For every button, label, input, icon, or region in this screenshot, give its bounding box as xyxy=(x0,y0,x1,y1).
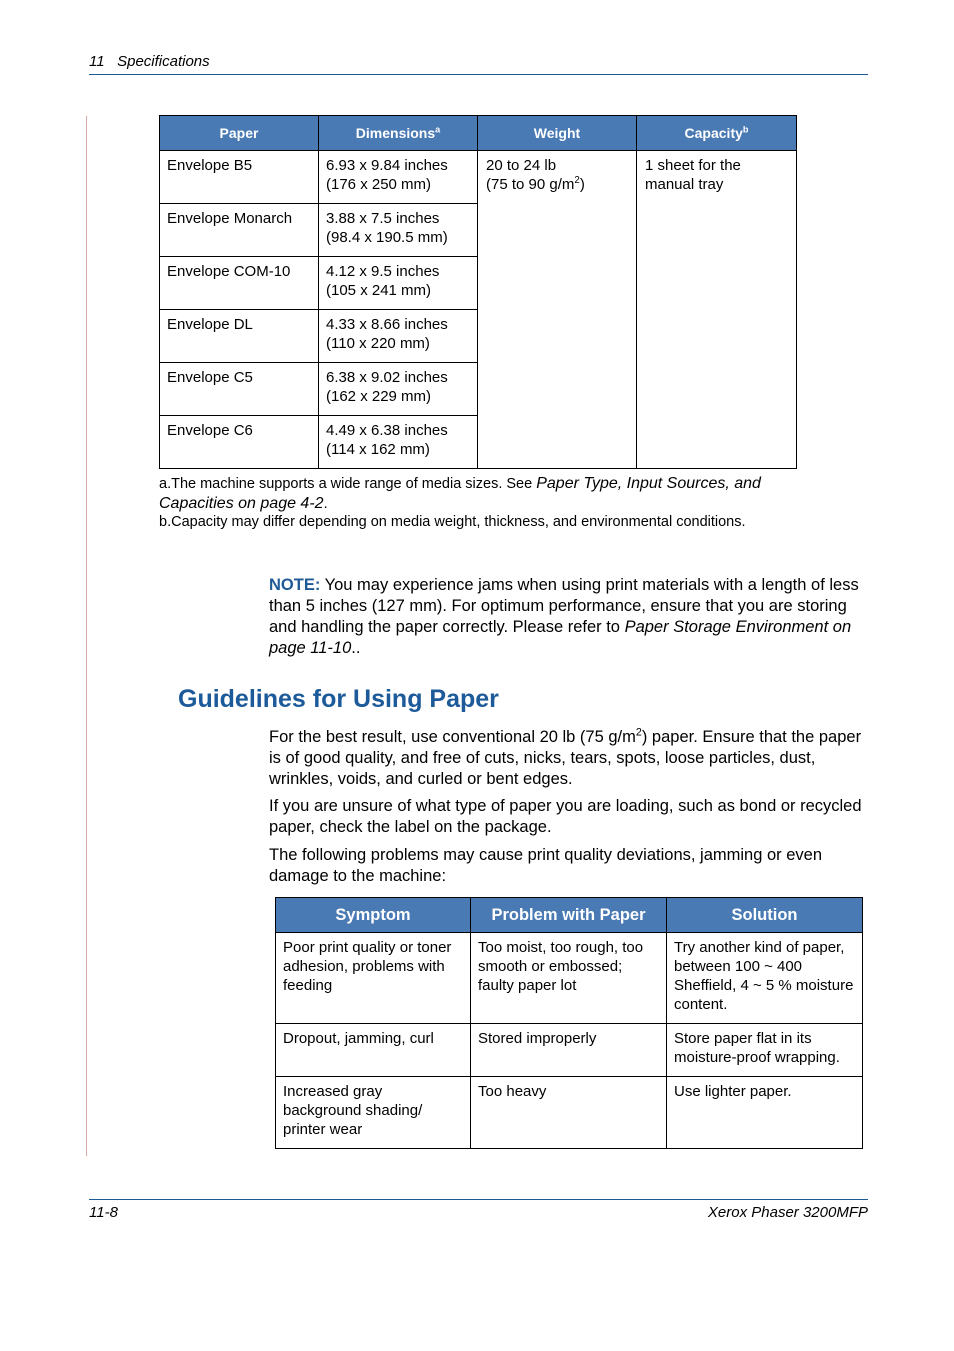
symptom-cell: Dropout, jamming, curl xyxy=(276,1024,471,1077)
footnote-a: a.The machine supports a wide range of media sizes. See Paper Type, Input Sources, and Capacities on page 4-2. xyxy=(159,475,761,512)
paper-cell: Envelope Monarch xyxy=(160,204,319,257)
table-row xyxy=(276,1077,863,1149)
header-divider xyxy=(89,74,868,75)
dimensions-cell: 4.33 x 8.66 inches (110 x 220 mm) xyxy=(319,310,478,363)
page-header xyxy=(89,53,210,70)
footnote-a-reference[interactable]: Paper Type, Input Sources, and Capacities on page 4-2 xyxy=(159,475,761,512)
col-header-capacity: Capacity$^b$ xyxy=(637,116,797,151)
table-header-row xyxy=(276,898,863,933)
problem-cell: Too heavy xyxy=(471,1077,667,1149)
weight-cell: 20 to 24 lb (75 to 90 $g/m^2$) xyxy=(478,151,637,469)
page-number: 11-8 xyxy=(89,1204,118,1221)
capacity-cell: 1 sheet for the manual tray xyxy=(637,151,797,469)
table-header-row xyxy=(160,116,797,151)
paper-cell: Envelope C5 xyxy=(160,363,319,416)
dimensions-cell: 4.12 x 9.5 inches (105 x 241 mm) xyxy=(319,257,478,310)
solution-cell: Use lighter paper. xyxy=(667,1077,863,1149)
col-header-solution: Solution xyxy=(667,898,863,933)
dimensions-cell: 6.38 x 9.02 inches (162 x 229 mm) xyxy=(319,363,478,416)
col-header-weight: Weight xyxy=(478,116,637,151)
dimensions-cell: 6.93 x 9.84 inches (176 x 250 mm) xyxy=(319,151,478,204)
paper-problems-table xyxy=(275,897,863,1149)
chapter-title: Specifications xyxy=(117,53,210,70)
paper-cell: Envelope C6 xyxy=(160,416,319,469)
symptom-cell: Increased gray background shading/ printer wear xyxy=(276,1077,471,1149)
dimensions-cell: 4.49 x 6.38 inches (114 x 162 mm) xyxy=(319,416,478,469)
note-paragraph: NOTE: You may experience jams when using print materials with a length of less than 5 inches (127 mm). For optimum performance, ensure that you are storing and handling the paper correctly. Please refer to Paper Storage Environment on page 11-10.. xyxy=(269,576,859,657)
col-header-paper: Paper xyxy=(160,116,319,151)
paragraph-2: If you are unsure of what type of paper you are loading, such as bond or recycled paper, check the label on the package. xyxy=(269,797,862,836)
table-row xyxy=(276,933,863,1024)
col-header-dimensions: Dimensions$^a$ xyxy=(319,116,478,151)
problem-cell: Stored improperly xyxy=(471,1024,667,1077)
envelope-spec-table xyxy=(159,115,797,469)
table-row xyxy=(276,1024,863,1077)
col-header-symptom: Symptom xyxy=(276,898,471,933)
chapter-number: 11 xyxy=(89,53,105,70)
product-name: Xerox Phaser 3200MFP xyxy=(707,1204,868,1221)
solution-cell: Try another kind of paper, between 100 ~ 400 Sheffield, 4 ~ 5 % moisture content. xyxy=(667,933,863,1024)
table-row xyxy=(160,151,797,204)
solution-cell: Store paper flat in its moisture-proof wrapping. xyxy=(667,1024,863,1077)
margin-rule xyxy=(86,116,87,1156)
dimensions-cell: 3.88 x 7.5 inches (98.4 x 190.5 mm) xyxy=(319,204,478,257)
section-heading: Guidelines for Using Paper xyxy=(178,685,499,713)
col-header-problem: Problem with Paper xyxy=(471,898,667,933)
note-reference[interactable]: Paper Storage Environment on page 11-10 xyxy=(269,618,852,657)
paper-cell: Envelope B5 xyxy=(160,151,319,204)
note-label: NOTE: xyxy=(269,576,321,594)
problem-cell: Too moist, too rough, too smooth or embossed; faulty paper lot xyxy=(471,933,667,1024)
symptom-cell: Poor print quality or toner adhesion, problems with feeding xyxy=(276,933,471,1024)
paper-cell: Envelope COM-10 xyxy=(160,257,319,310)
footer-divider xyxy=(89,1199,868,1200)
paper-cell: Envelope DL xyxy=(160,310,319,363)
paragraph-3: The following problems may cause print quality deviations, jamming or even damage to the machine: xyxy=(269,846,823,885)
paragraph-1: For the best result, use conventional 20 lb (75 $g/m^2$) paper. Ensure that the paper is of good quality, and free of cuts, nicks, tears, spots, loose particles, dust, wrinkles, voids, and curled or bent edges. xyxy=(269,726,862,788)
footnote-b: b.Capacity may differ depending on media weight, thickness, and environmental conditions. xyxy=(159,514,746,530)
